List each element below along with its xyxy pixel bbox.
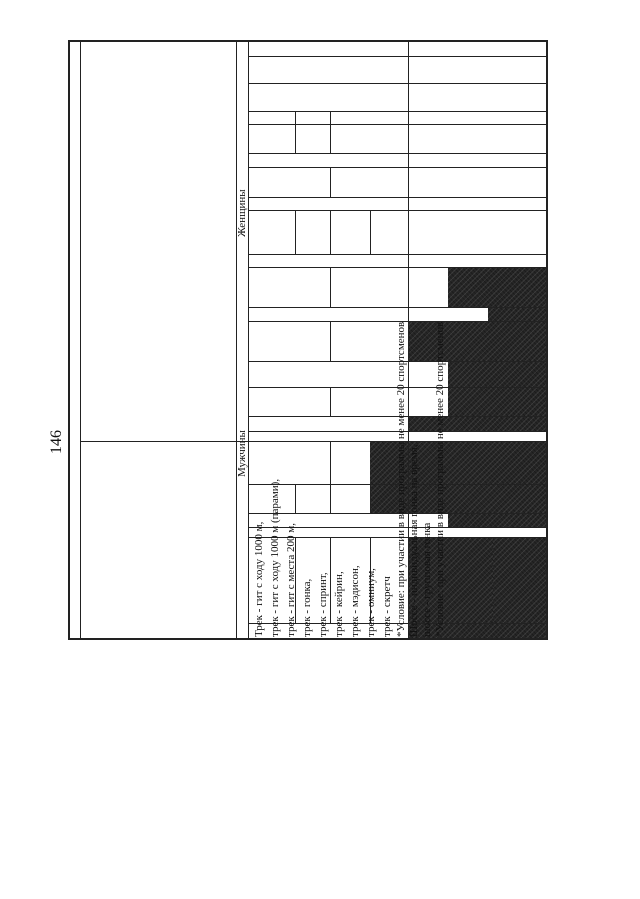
shaded-cell <box>488 308 548 322</box>
row-text: шоссе - групповая гонка <box>421 522 433 637</box>
row-text: трек - спринт, <box>317 572 329 637</box>
row-text: трек - омниум, <box>365 568 377 637</box>
row-text: Трек - гит с ходу 1000 м, <box>253 521 265 637</box>
shaded-cell <box>448 362 548 417</box>
row-text: трек - скретч <box>381 576 393 637</box>
row-text: трек - мэдисон, <box>349 565 361 637</box>
group-label-women: Женщины <box>236 189 248 237</box>
row-text: трек - гонка, <box>301 578 313 637</box>
condition-text: *Условие: при участии в виде программы не менее 20 спортсменов <box>434 321 446 637</box>
row-text: трек - гит с места 200 м, <box>285 523 297 637</box>
page-number: 146 <box>48 430 65 454</box>
shaded-cell <box>448 514 548 528</box>
row-text: трек - кейрин, <box>333 571 345 637</box>
row-text: Шоссе - индивидуальная гонка на время, <box>408 444 420 637</box>
condition-text: *Условие: при участии в виде программы не менее 20 спортсменов <box>395 321 407 637</box>
shaded-cell <box>408 322 548 362</box>
group-label-men: Мужчины <box>236 430 248 477</box>
row-text: трек - гит с ходу 1000 м (парами), <box>269 478 281 637</box>
shaded-cell <box>448 268 548 308</box>
shaded-cell <box>493 538 548 624</box>
